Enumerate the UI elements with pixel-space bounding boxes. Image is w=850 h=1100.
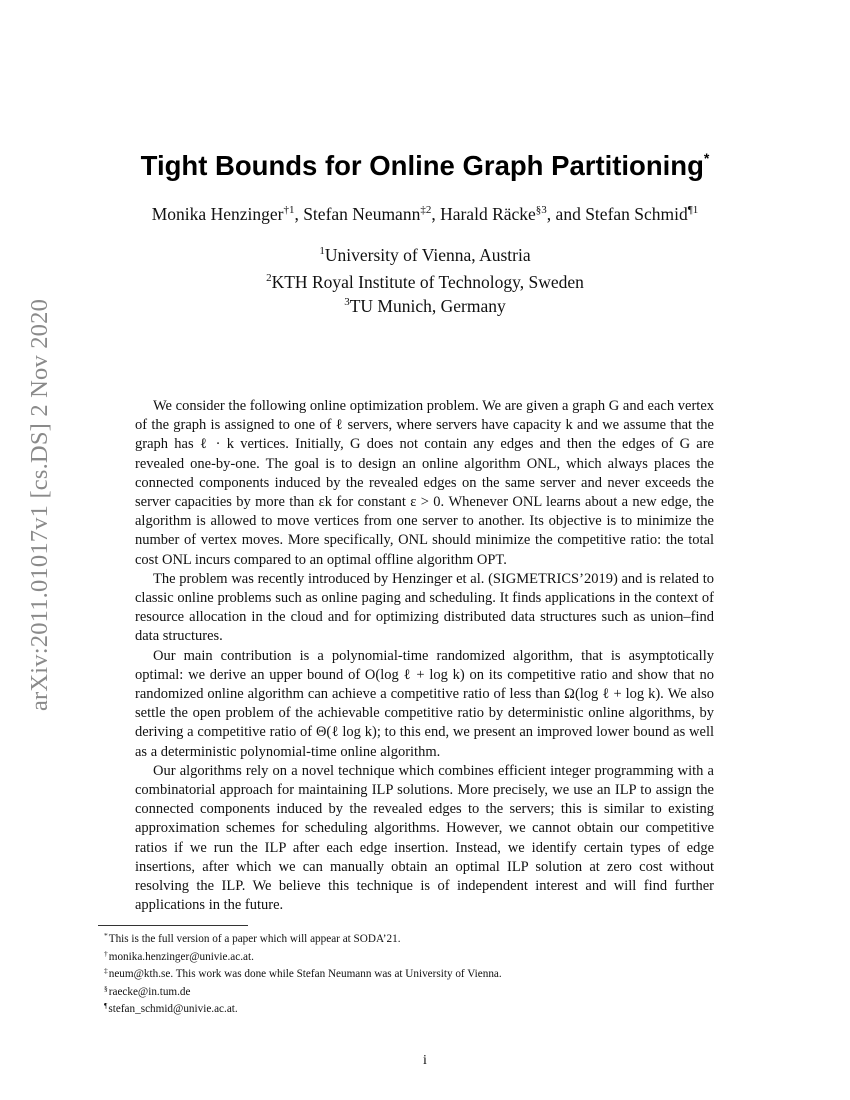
footnote-mark: ¶	[104, 1001, 108, 1011]
abstract-paragraph: Our algorithms rely on a novel technique which combines efficient integer programming with a combinatorial approach for maintaining ILP solutions. More precisely, we use an ILP to assign the connected components induced by the revealed edges to the servers; this is similar to existing approximation schemes for scheduling algorithms. However, we cannot obtain our competitive ratios if we run the ILP after each edge insertion. Instead, we identify certain types of edge insertions, after which we can manually obtain an optimal ILP solution at zero cost without resolving the ILP. We believe this technique is of independent interest and will find further applications in the future.	[135, 762, 714, 914]
author-list	[0, 204, 850, 225]
footnote	[104, 947, 502, 965]
title-footnote-mark: *	[703, 150, 710, 166]
page-number: i	[423, 1053, 427, 1068]
footnote-mark: §	[104, 983, 108, 993]
affiliation-num: 2	[266, 272, 272, 284]
abstract	[135, 397, 714, 915]
affiliation	[0, 245, 850, 266]
author-separator: ,	[431, 204, 441, 224]
affiliation	[0, 272, 850, 293]
author-sup: †1	[283, 204, 295, 216]
footnote-divider	[98, 925, 248, 926]
author-sup: ‡2	[420, 204, 432, 216]
affiliation-text: University of Vienna, Austria	[324, 245, 531, 265]
footnote	[104, 982, 502, 1000]
author-separator: ,	[294, 204, 304, 224]
footnote	[104, 964, 502, 982]
affiliation-num: 3	[344, 296, 350, 308]
abstract-paragraph: The problem was recently introduced by Henzinger et al. (SIGMETRICS’2019) and is related to classic online problems such as online paging and scheduling. It finds applications in the context of resource allocation in the cloud and for optimizing distributed data structures such as union–find data structures.	[135, 570, 714, 645]
author-name: Stefan Neumann	[303, 204, 421, 224]
footnote-text: monika.henzinger@univie.ac.at.	[108, 950, 254, 963]
paper-title-text: Tight Bounds for Online Graph Partitioning	[140, 150, 704, 181]
affiliation	[0, 296, 850, 317]
footnotes	[104, 929, 502, 1017]
author-name: Harald Räcke	[440, 204, 536, 224]
abstract-paragraph: We consider the following online optimization problem. We are given a graph G and each vertex of the graph is assigned to one of ℓ servers, where servers have capacity k and we assume that the graph has ℓ · k vertices. Initially, G does not contain any edges and then the edges of G are revealed one-by-one. The goal is to design an online algorithm ONL, which always places the connected components induced by the revealed edges on the same server and never exceeds the server capacities by more than εk for constant ε > 0. Whenever ONL learns about a new edge, the algorithm is allowed to move vertices from one server to another. Its objective is to minimize the number of vertex moves. More specifically, ONL should minimize the competitive ratio: the total cost ONL incurs compared to an optimal offline algorithm OPT.	[135, 398, 714, 568]
author-separator: , and	[546, 204, 586, 224]
footnote-mark: †	[104, 948, 108, 958]
footnote-text: neum@kth.se. This work was done while Stefan Neumann was at University of Vienna.	[108, 968, 502, 981]
paper-title	[0, 150, 850, 182]
author-name: Monika Henzinger	[151, 204, 284, 224]
affiliation-num: 1	[319, 245, 325, 257]
arxiv-identifier: arXiv:2011.01017v1 [cs.DS] 2 Nov 2020	[26, 298, 53, 712]
footnote-mark: ‡	[104, 966, 108, 976]
footnote	[104, 999, 502, 1017]
footnote-text: stefan_schmid@univie.ac.at.	[108, 1003, 238, 1016]
footnote-text: This is the full version of a paper which will appear at SODA’21.	[108, 933, 401, 945]
affiliation-text: TU Munich, Germany	[349, 296, 506, 316]
footnote	[104, 929, 502, 947]
author-sup: §3	[535, 204, 547, 216]
abstract-paragraph: Our main contribution is a polynomial-time randomized algorithm, that is asymptotically optimal: we derive an upper bound of O(log ℓ + log k) on its competitive ratio and show that no randomized online algorithm can achieve a competitive ratio of less than Ω(log ℓ + log k). We also settle the open problem of the achievable competitive ratio by deterministic online algorithms, by deriving a competitive ratio of Θ(ℓ log k); to this end, we present an improved lower bound as well as a deterministic polynomial-time online algorithm.	[135, 647, 714, 760]
author-name: Stefan Schmid	[585, 204, 688, 224]
author-sup: ¶1	[687, 204, 699, 216]
footnote-mark: *	[104, 931, 108, 940]
affiliation-text: KTH Royal Institute of Technology, Sweden	[271, 272, 584, 292]
footnote-text: raecke@in.tum.de	[108, 985, 191, 998]
